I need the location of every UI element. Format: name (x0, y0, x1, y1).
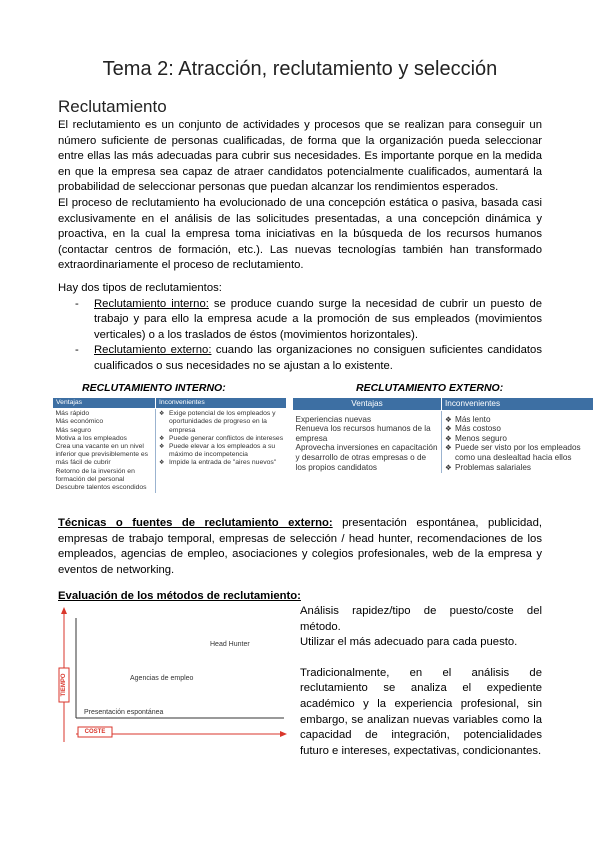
y-arrow-head-icon (61, 607, 67, 614)
external-dis-item: ❖ Puede ser visto por los empleados como una deslealtad hacia ellos (445, 443, 591, 462)
type-text: cuando las organizaciones no consiguen suficientes candidatos cualificados o sus necesidades no se ajustan a lo existente. (94, 344, 542, 372)
internal-adv-item: Más seguro (55, 426, 92, 434)
evaluation-p2: Utilizar el más adecuado para cada puesto. (300, 636, 518, 649)
evaluation-p1: Análisis rapidez/tipo de puesto/coste del método. (300, 605, 542, 633)
external-dis-item: ❖ Problemas salariales (445, 463, 591, 473)
chart-item-presentacion: Presentación espontánea (84, 709, 164, 716)
evaluation-text (300, 604, 542, 759)
internal-table (52, 397, 287, 493)
techniques-paragraph (58, 516, 542, 578)
internal-adv-item: Descubre talentos escondidos (55, 484, 147, 492)
external-dis-item: ❖ Menos seguro (445, 434, 591, 444)
type-term: Reclutamiento interno: (94, 297, 209, 310)
evaluation-p3: Tradicionalmente, en el análisis de reclutamiento se analiza el expediente académico y la experiencia profesional, sin embargo, se analizan nuevas variables como la capacidad de integración, potencialidades futuro e intereses, expectativas, condicionantes. (300, 666, 542, 757)
x-axis-label: COSTE (84, 729, 106, 735)
internal-adv-item: Más económico (55, 418, 104, 426)
types-block (58, 281, 542, 375)
internal-adv-item: Retorno de la inversión en formación del personal (55, 467, 135, 483)
list-item (58, 343, 542, 374)
type-term: Reclutamiento externo: (94, 344, 212, 357)
internal-adv-item: Motiva a los empleados (55, 434, 127, 442)
cost-time-diagram (58, 606, 288, 746)
internal-dis-item: ❖ Impide la entrada de "aires nuevos" (159, 459, 284, 467)
external-adv-item: Aprovecha inversiones en capacitación y desarrollo de otras empresas o de los propios candidatos (295, 443, 438, 472)
types-list (58, 297, 542, 375)
evaluation-label: Evaluación de los métodos de reclutamiento: (58, 590, 301, 602)
external-adv-item: Renueva los recursos humanos de la empresa (295, 424, 431, 443)
column-header: Ventajas (293, 398, 442, 411)
internal-dis-item: ❖ Puede elevar a los empleados a su máximo de incompetencia (159, 443, 284, 459)
section-heading: Reclutamiento (58, 97, 167, 116)
external-table-title: RECLUTAMIENTO EXTERNO: (356, 382, 504, 394)
intro-text (58, 118, 542, 274)
y-axis-label: TIEMPO (61, 673, 67, 697)
internal-dis-item: ❖ Exige potencial de los empleados y oportunidades de progreso en la empresa (159, 410, 284, 435)
chart-item-agencias: Agencias de empleo (130, 675, 194, 682)
x-arrow-head-icon (280, 731, 287, 737)
column-header: Inconvenientes (156, 398, 287, 409)
page-title: Tema 2: Atracción, reclutamiento y selección (102, 58, 498, 80)
list-item (58, 297, 542, 344)
paragraph-definition: El reclutamiento es un conjunto de actividades y procesos que se realizan para conseguir un número suficiente de personas cualificadas, de forma que la organización pueda seleccionar entre ellas las más adecuadas para cubrir sus necesidades. Es importante porque en la medida en que la empresa sea capaz de atraer candidatos potencialmente cualificados, aumentará la probabilidad de seleccionar personas que puedan alcanzar los rendimientos esperados. (58, 119, 542, 194)
external-table (292, 397, 594, 473)
techniques-text: presentación espontánea, publicidad, empresas de trabajo temporal, empresas de selección / head hunter, recomendaciones de los empleados, agencias de empleo, asociaciones y colegios profesionales, web de la empresa y eventos de networking. (58, 517, 543, 576)
chart-item-head-hunter: Head Hunter (210, 641, 250, 648)
external-dis-item: ❖ Más lento (445, 415, 591, 425)
external-dis-item: ❖ Más costoso (445, 424, 591, 434)
external-adv-item: Experiencias nuevas (295, 414, 372, 424)
internal-adv-item: Crea una vacante en un nivel inferior que previsiblemente es más fácil de cubrir (55, 443, 149, 467)
internal-dis-item: ❖ Puede generar conflictos de intereses (159, 435, 284, 443)
type-text: se produce cuando surge la necesidad de cubrir un puesto de trabajo y para ello la empresa acude a la promoción de sus empleados (movimientos verticales) o a los traslados de éstos (movimientos horizontales). (94, 297, 543, 341)
types-intro: Hay dos tipos de reclutamientos: (58, 282, 222, 294)
internal-table-title: RECLUTAMIENTO INTERNO: (82, 382, 226, 394)
techniques-label: Técnicas o fuentes de reclutamiento externo: (58, 517, 333, 529)
column-header: Ventajas (53, 398, 156, 409)
internal-adv-item: Más rápido (55, 410, 90, 418)
paragraph-evolution: El proceso de reclutamiento ha evolucionado de una concepción estática o pasiva, basada casi exclusivamente en el análisis de las solicitudes presentadas, a una concepción dinámica y proactiva, en la cual la empresa toma iniciativas en la búsqueda de los recursos humanos (contactar centros de formación, etc.). Las nuevas tecnologías también han transformado extraordinariamente el proceso de reclutamiento. (58, 196, 542, 272)
column-header: Inconvenientes (442, 398, 594, 411)
